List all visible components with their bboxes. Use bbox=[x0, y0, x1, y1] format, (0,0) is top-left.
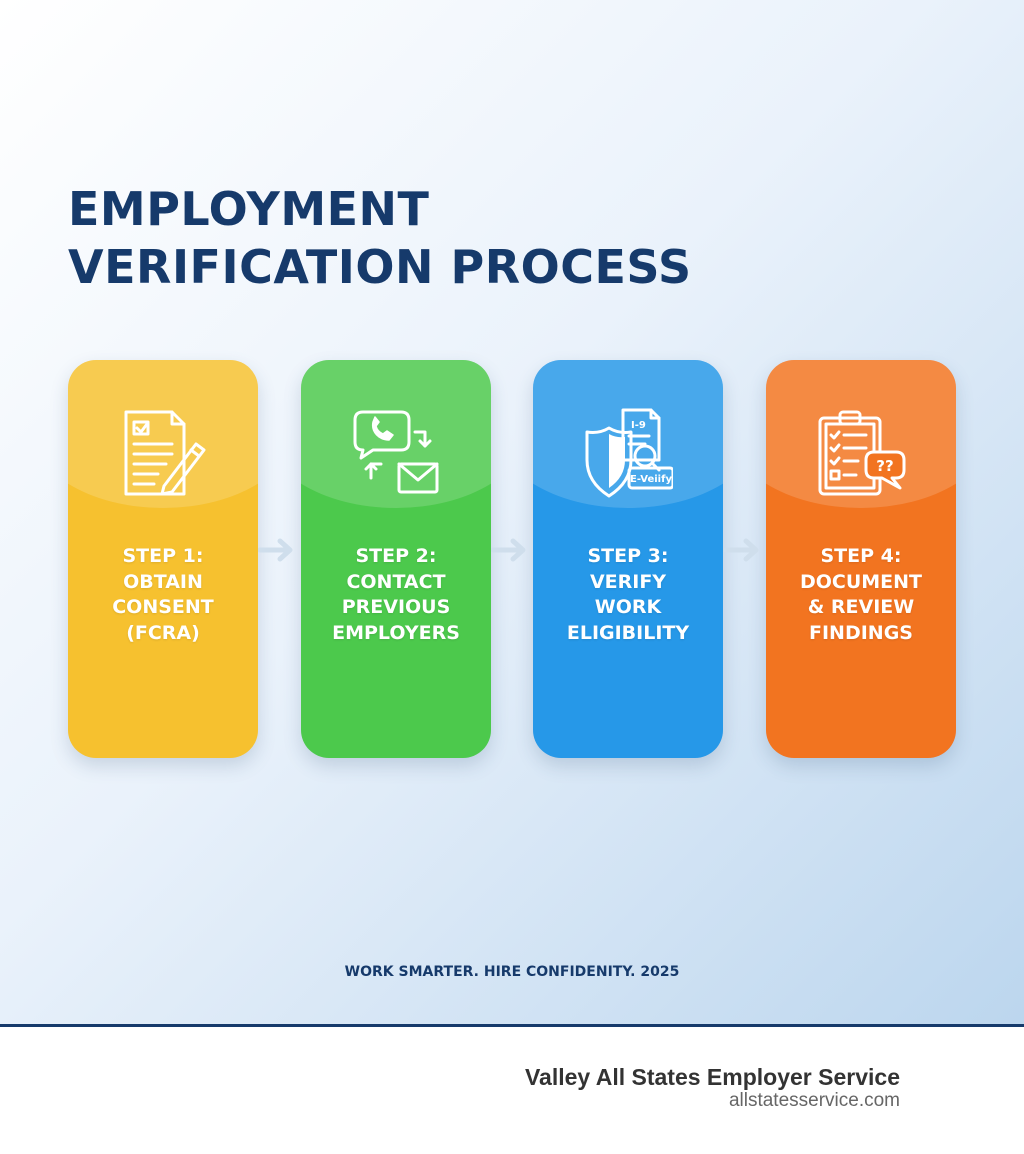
step-4-line-1: STEP 4: bbox=[820, 545, 902, 567]
step-card-2 bbox=[301, 360, 491, 758]
step-1-line-1: STEP 1: bbox=[122, 545, 204, 567]
page-title bbox=[68, 180, 692, 296]
step-3-line-2: VERIFY bbox=[589, 570, 667, 593]
arrow-right-icon bbox=[724, 536, 764, 564]
step-2-line-2: CONTACT bbox=[346, 570, 446, 593]
step-2-line-4: EMPLOYERS bbox=[332, 621, 460, 644]
step-1-line-2: OBTAIN bbox=[123, 570, 203, 593]
arrow-right-icon bbox=[258, 536, 298, 564]
step-4-label bbox=[772, 544, 950, 646]
step-3-line-4: ELIGIBILITY bbox=[566, 621, 690, 644]
step-4-line-3: & REVIEW bbox=[807, 596, 915, 618]
footer-divider bbox=[0, 1024, 1024, 1027]
step-4-line-4: FINDINGS bbox=[809, 621, 913, 644]
step-card-4 bbox=[766, 360, 956, 758]
step-card-1 bbox=[68, 360, 258, 758]
step-card-3 bbox=[533, 360, 723, 758]
company-website: allstatesservice.com bbox=[728, 1090, 900, 1111]
step-1-line-3: CONSENT bbox=[112, 596, 214, 618]
document-pencil-icon bbox=[118, 408, 208, 498]
step-2-line-1: STEP 2: bbox=[355, 545, 437, 567]
arrow-right-icon bbox=[491, 536, 531, 564]
everify-text: E-Veiify bbox=[630, 474, 672, 485]
shield-i9-everify-icon bbox=[583, 408, 673, 498]
step-3-line-1: STEP 3: bbox=[587, 545, 669, 567]
i9-text: I-9 bbox=[631, 420, 646, 431]
step-1-line-4: (FCRA) bbox=[126, 621, 200, 644]
title-line-1: EMPLOYMENT bbox=[68, 182, 430, 236]
step-3-label bbox=[539, 544, 717, 646]
phone-envelope-icon bbox=[351, 408, 441, 498]
title-line-2: VERIFICATION PROCESS bbox=[68, 240, 692, 294]
clipboard-question-icon bbox=[816, 408, 906, 498]
step-3-line-3: WORK bbox=[594, 596, 662, 618]
step-4-line-2: DOCUMENT bbox=[799, 570, 923, 593]
step-2-label bbox=[307, 544, 485, 646]
step-1-label bbox=[74, 544, 252, 646]
step-2-line-3: PREVIOUS bbox=[341, 596, 451, 618]
tagline: WORK SMARTER. HIRE CONFIDENITY. 2025 bbox=[344, 964, 680, 980]
company-name: Valley All States Employer Service bbox=[524, 1064, 900, 1090]
question-marks-text: ?? bbox=[876, 457, 894, 475]
